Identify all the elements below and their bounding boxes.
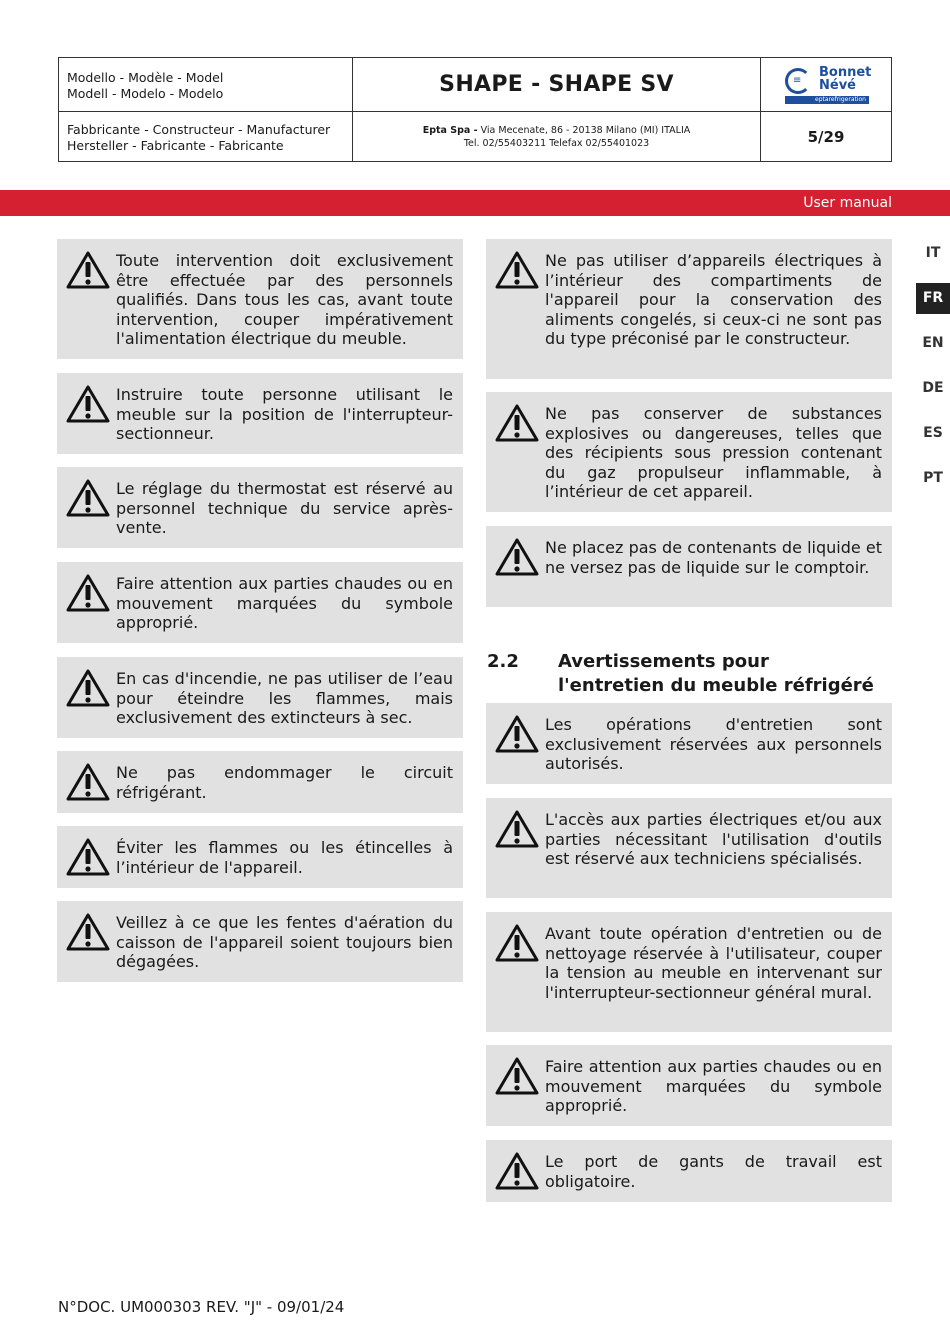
bonnet-neve-logo [785, 65, 872, 104]
warning-box [57, 373, 463, 454]
model-label [59, 58, 353, 112]
warning-box [486, 239, 892, 379]
document-reference: N°DOC. UM000303 REV. "J" - 09/01/24 [58, 1298, 345, 1316]
section-title-line2: l'entretien du meuble réfrigéré [558, 675, 874, 696]
warning-icon [495, 715, 539, 753]
warning-text: En cas d'incendie, ne pas utiliser de l’eau pour éteindre les flammes, mais exclusivement des extincteurs à sec. [116, 669, 453, 727]
lang-tab-de[interactable]: DE [922, 380, 944, 396]
warning-icon [495, 404, 539, 442]
warning-text: L'accès aux parties électriques et/ou aux parties nécessitant l'utilisation d'outils est réservé aux techniciens spécialisés. [545, 810, 882, 868]
warning-icon [495, 924, 539, 962]
section-title [558, 650, 898, 698]
warning-text: Faire attention aux parties chaudes ou en mouvement marquées du symbole approprié. [116, 574, 453, 632]
warning-text: Le réglage du thermostat est réservé au personnel technique du service après-vente. [116, 479, 453, 537]
section-number: 2.2 [487, 651, 519, 672]
document-header [58, 57, 892, 162]
manufacturer-info [353, 112, 761, 162]
company-name: Epta Spa - [422, 125, 478, 136]
warning-box [486, 798, 892, 898]
logo-cell [761, 58, 891, 112]
warning-box [57, 657, 463, 738]
warning-text: Veillez à ce que les fentes d'aération du caisson de l'appareil soient toujours bien dégagées. [116, 913, 453, 971]
warning-text: Ne pas conserver de substances explosives ou dangereuses, telles que des récipients sous pression contenant du gaz propulseur inflammable, à l’intérieur de cet appareil. [545, 404, 882, 501]
logo-text-1: Bonnet [819, 65, 872, 80]
warning-box [486, 526, 892, 607]
lang-tab-en[interactable]: EN [922, 335, 944, 351]
warning-text: Ne placez pas de contenants de liquide et ne versez pas de liquide sur le comptoir. [545, 538, 882, 577]
section-banner [0, 190, 950, 216]
warning-text: Les opérations d'entretien sont exclusivement réservées aux personnels autorisés. [545, 715, 882, 773]
warning-box [486, 912, 892, 1032]
company-phone: Tel. 02/55403211 Telefax 02/55401023 [463, 138, 650, 149]
lang-tab-fr[interactable]: FR [916, 283, 950, 314]
warning-box [57, 239, 463, 359]
warning-icon [66, 574, 110, 612]
section-title-line1: Avertissements pour [558, 651, 769, 672]
warning-text: Instruire toute personne utilisant le meuble sur la position de l'interrupteur-sectionneur. [116, 385, 453, 443]
language-tabs [916, 238, 950, 508]
warning-icon [66, 913, 110, 951]
warning-icon [495, 251, 539, 289]
page-number: 5/29 [807, 128, 845, 146]
manufacturer-label-line1: Fabbricante - Constructeur - Manufacturer [67, 122, 331, 137]
company-address-line [353, 124, 760, 137]
warning-box [486, 1045, 892, 1126]
model-label-line1: Modello - Modèle - Model [67, 70, 224, 85]
warning-icon [495, 1152, 539, 1190]
warning-box [486, 392, 892, 512]
warning-icon [66, 838, 110, 876]
logo-arrow-icon: ≡ [793, 75, 802, 86]
warning-icon [495, 538, 539, 576]
warning-box [57, 901, 463, 982]
lang-tab-es[interactable]: ES [923, 425, 943, 441]
banner-label: User manual [803, 195, 892, 211]
warning-text: Le port de gants de travail est obligatoire. [545, 1152, 882, 1191]
warning-icon [66, 251, 110, 289]
warning-icon [66, 479, 110, 517]
warning-icon [66, 669, 110, 707]
warning-icon [66, 763, 110, 801]
warning-box [57, 751, 463, 813]
product-name: SHAPE - SHAPE SV [353, 58, 761, 112]
warning-icon [495, 1057, 539, 1095]
warning-icon [495, 810, 539, 848]
warning-text: Ne pas utiliser d’appareils électriques à l’intérieur des compartiments de l'appareil pour la conservation des aliments congelés, si ceux-ci ne sont pas du type préconisé par le constructeur. [545, 251, 882, 348]
warning-box [486, 1140, 892, 1202]
logo-text-2: Névé [819, 78, 856, 93]
warning-text: Ne pas endommager le circuit réfrigérant. [116, 763, 453, 802]
warning-box [57, 562, 463, 643]
warning-text: Éviter les flammes ou les étincelles à l’intérieur de l'appareil. [116, 838, 453, 877]
warning-text: Avant toute opération d'entretien ou de nettoyage réservée à l'utilisateur, couper la tension au meuble en intervenant sur l'interrupteur-sectionneur général mural. [545, 924, 882, 1002]
logo-subtitle: eptarefrigeration [785, 96, 869, 104]
warning-box [57, 826, 463, 888]
manufacturer-label [59, 112, 353, 162]
warning-text: Faire attention aux parties chaudes ou en mouvement marquées du symbole approprié. [545, 1057, 882, 1115]
warning-box [57, 467, 463, 548]
warning-icon [66, 385, 110, 423]
lang-tab-pt[interactable]: PT [923, 470, 943, 486]
warning-box [486, 703, 892, 784]
warning-text: Toute intervention doit exclusivement être effectuée par des personnels qualifiés. Dans tous les cas, avant toute intervention, couper impérativement l'alimentation électrique du meuble. [116, 251, 453, 348]
manufacturer-label-line2: Hersteller - Fabricante - Fabricante [67, 138, 284, 153]
model-label-line2: Modell - Modelo - Modelo [67, 86, 224, 101]
lang-tab-it[interactable]: IT [925, 245, 941, 261]
company-address: Via Mecenate, 86 - 20138 Milano (MI) ITALIA [477, 125, 691, 136]
